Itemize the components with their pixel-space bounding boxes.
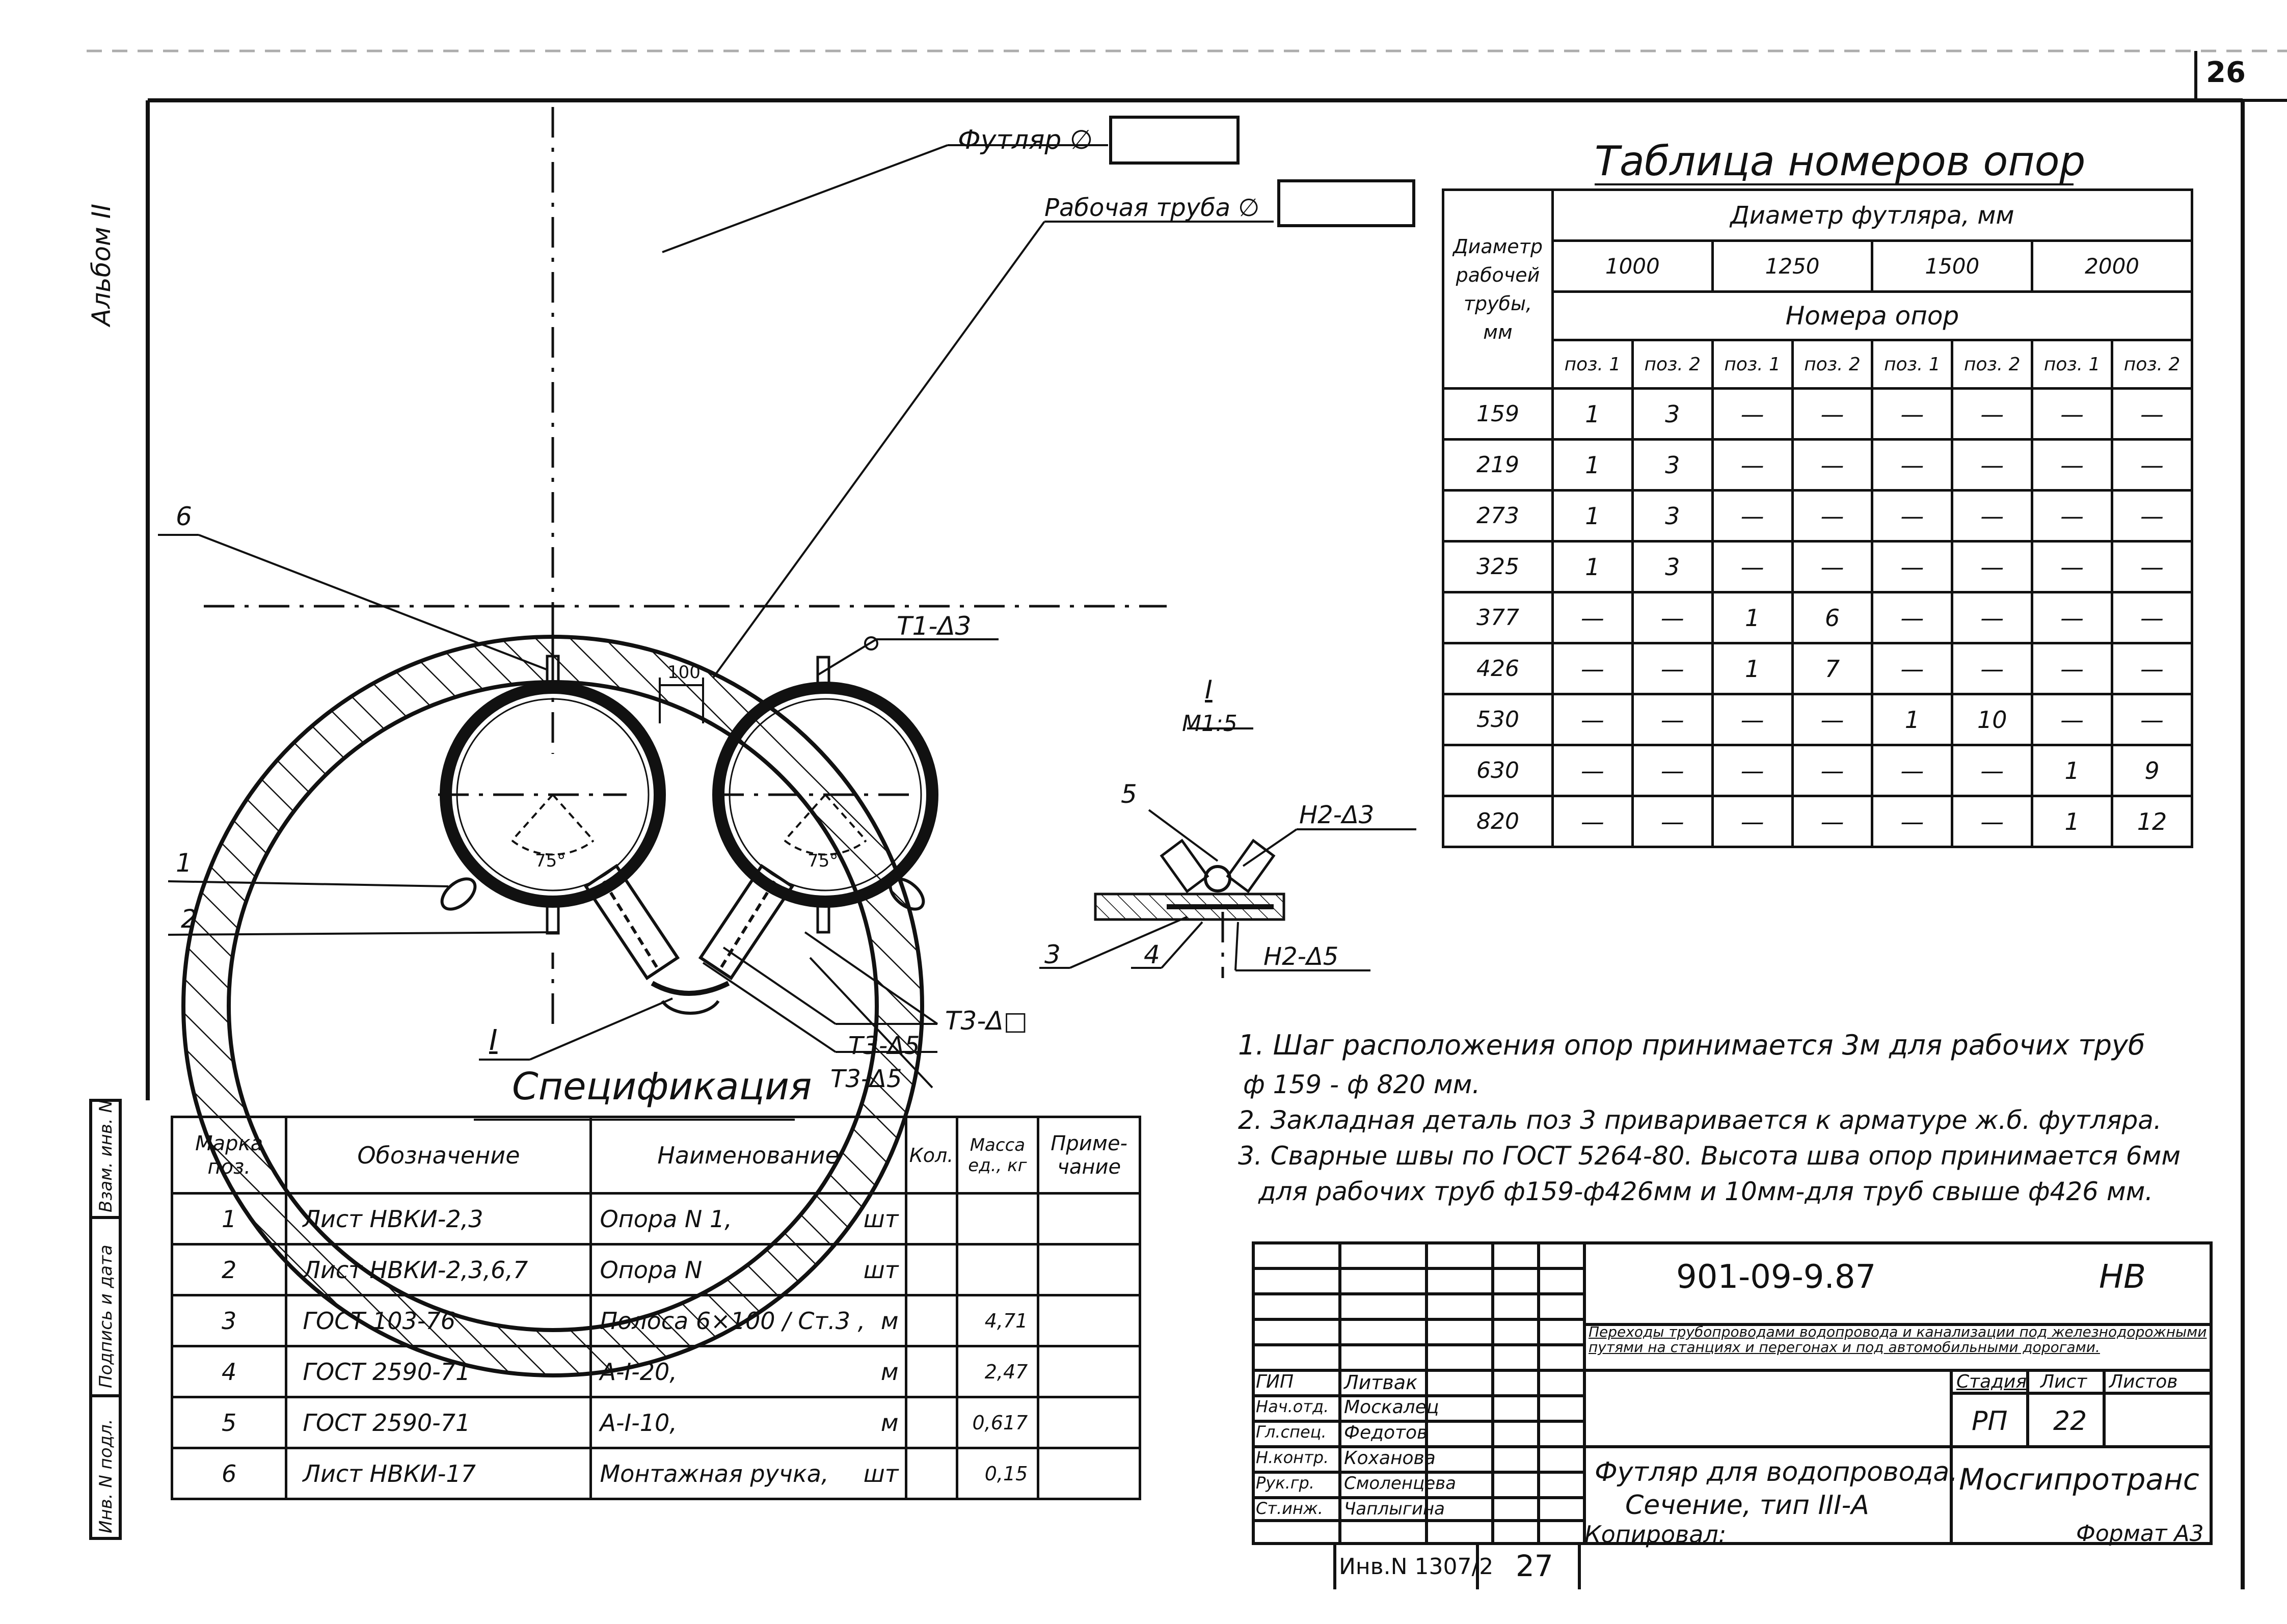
support-number-cell: 3 <box>1632 542 1712 592</box>
dimension-100-label: 100 <box>667 662 701 683</box>
spec-cell-mass: 2,47 <box>957 1346 1038 1397</box>
role-gl-spec: Гл.спец. <box>1256 1422 1327 1442</box>
casing-diameter-header: Диаметр футляра, мм <box>1552 190 2192 241</box>
spec-cell-mark: 6 <box>172 1448 286 1499</box>
support-number-cell: 12 <box>2112 796 2192 847</box>
spec-item-unit: м <box>880 1358 899 1386</box>
sheet-header: Лист <box>2040 1371 2087 1392</box>
inv-page: 27 <box>1516 1549 1553 1583</box>
callout-1: 1 <box>176 848 192 878</box>
spec-item-unit: шт <box>863 1459 899 1487</box>
name-smolentseva: Смоленцева <box>1344 1473 1457 1494</box>
pipe-diameter-cell: 820 <box>1443 796 1553 847</box>
support-number-cell: — <box>2032 389 2112 440</box>
spec-item-name: Опора N 1, <box>600 1205 732 1233</box>
spec-cell-mark: 4 <box>172 1346 286 1397</box>
page-number: 26 <box>2206 56 2246 89</box>
angle-right-label: 75° <box>808 851 839 871</box>
support-number-cell: — <box>1952 643 2032 694</box>
support-number-cell: — <box>1552 796 1632 847</box>
support-number-cell: — <box>1952 491 2032 542</box>
support-number-cell: — <box>1872 389 1952 440</box>
spec-cell-code: Лист НВКИ-17 <box>286 1448 591 1499</box>
support-number-cell: — <box>2032 440 2112 491</box>
support-number-cell: — <box>1872 542 1952 592</box>
project-title: Переходы трубопроводами водопровода и канализации под железнодорожными путями на станциях и перегонах и под автомобильными дорогами. <box>1589 1323 2207 1356</box>
support-number-cell: 1 <box>1552 491 1632 542</box>
support-number-cell: — <box>2112 440 2192 491</box>
support-number-cell: — <box>1632 796 1712 847</box>
callout-4: 4 <box>1144 940 1160 969</box>
note-1b: ф 159 - ф 820 мм. <box>1243 1070 1481 1099</box>
role-ruk-gr: Рук.гр. <box>1256 1473 1315 1493</box>
copied-by: Копировал: <box>1584 1521 1727 1548</box>
support-number-cell: — <box>1952 542 2032 592</box>
doc-code: 901-09-9.87 <box>1676 1258 1876 1296</box>
support-number-cell: — <box>1632 745 1712 796</box>
support-number-cell: 1 <box>1712 592 1792 643</box>
album-label: Альбом II <box>87 203 116 326</box>
support-number-cell: — <box>1712 440 1792 491</box>
doc-mark: НВ <box>2099 1258 2146 1296</box>
sheet-title-2: Сечение, тип III-А <box>1625 1490 1869 1521</box>
support-number-cell: — <box>1552 643 1632 694</box>
note-2: 2. Закладная деталь поз 3 привариваетcя к арматуре ж.б. футляра. <box>1238 1105 2162 1135</box>
support-number-cell: — <box>1872 643 1952 694</box>
supports-table: Диаметр рабочей трубы, мм Диаметр футляра, мм 1000 1250 1500 2000 Номера опор поз. 1 поз. 2 поз. 1 поз. 2 поз. 1 поз. 2 поз. 1 поз. 2 159 1 3 — — — — — — 219 1 3 — — — — — — 273 1 3 — — — — — — 325 1 3 — — — — — — 377 — — 1 6 — — — — 426 — — 1 7 — — — — 530 — — — — 1 10 — — 630 — — — — — — 1 9 820 — — — — — — 1 12 <box>1442 188 2193 848</box>
support-number-cell: — <box>1552 694 1632 745</box>
role-gip: ГИП <box>1256 1371 1294 1392</box>
casing-label: Футляр ∅ <box>958 125 1093 155</box>
support-number-cell: — <box>1952 440 2032 491</box>
spec-item-unit: шт <box>863 1256 899 1284</box>
support-number-cell: — <box>1792 745 1872 796</box>
pipe-diameter-cell: 630 <box>1443 745 1553 796</box>
support-number-cell: 10 <box>1952 694 2032 745</box>
callout-3: 3 <box>1044 940 1061 969</box>
side-stamp-inv: Инв. N подл. <box>96 1419 116 1533</box>
role-n-kontr: Н.контр. <box>1256 1448 1329 1467</box>
pipe-diameter-cell: 159 <box>1443 389 1553 440</box>
weld-t1-label: Т1-Δ3 <box>897 611 972 641</box>
name-litvak: Литвак <box>1344 1371 1418 1394</box>
support-number-cell: 1 <box>1712 643 1792 694</box>
weld-t3-box-label: Т3-Δ□ <box>945 1006 1028 1036</box>
support-number-cell: — <box>1712 389 1792 440</box>
weld-t3-label-a: Т3-Δ5 <box>848 1032 920 1060</box>
detail-title: I <box>1205 675 1213 705</box>
support-number-cell: — <box>2112 389 2192 440</box>
working-pipe-label: Рабочая труба ∅ <box>1044 194 1260 222</box>
support-number-cell: — <box>1792 542 1872 592</box>
spec-cell-code: Лист НВКИ-2,3,6,7 <box>286 1244 591 1295</box>
support-number-cell: — <box>2112 592 2192 643</box>
support-number-cell: 1 <box>2032 796 2112 847</box>
pipe-diameter-cell: 377 <box>1443 592 1553 643</box>
support-number-cell: — <box>2112 694 2192 745</box>
support-number-cell: — <box>1712 745 1792 796</box>
spec-cell-mark: 3 <box>172 1295 286 1346</box>
section-mark: I <box>489 1024 498 1057</box>
spec-item-name: Опора N <box>600 1256 703 1284</box>
support-number-cell: 1 <box>2032 745 2112 796</box>
support-number-cell: — <box>1792 796 1872 847</box>
support-number-cell: — <box>2032 643 2112 694</box>
support-number-cell: — <box>1712 796 1792 847</box>
name-chaplygina: Чаплыгина <box>1344 1499 1445 1519</box>
support-number-cell: — <box>1792 694 1872 745</box>
support-number-cell: 1 <box>1552 389 1632 440</box>
support-number-cell: 3 <box>1632 491 1712 542</box>
spec-cell-mass: 4,71 <box>957 1295 1038 1346</box>
sheet-no: 22 <box>2053 1406 2087 1437</box>
callout-2: 2 <box>181 904 197 934</box>
support-number-cell: — <box>1632 643 1712 694</box>
spec-item-name: А-I-10, <box>600 1409 677 1437</box>
support-number-cell: — <box>1952 745 2032 796</box>
spec-item-name: Монтажная ручка, <box>600 1459 829 1487</box>
spec-item-unit: м <box>880 1409 899 1437</box>
spec-item-name: А-I-20, <box>600 1358 677 1386</box>
support-number-cell: — <box>1872 796 1952 847</box>
support-number-cell: — <box>2112 643 2192 694</box>
role-st-inzh: Ст.инж. <box>1256 1499 1323 1518</box>
support-number-cell: — <box>1792 491 1872 542</box>
support-number-cell: — <box>1792 389 1872 440</box>
name-kokhanova: Кохановa <box>1344 1448 1436 1469</box>
pipe-diameter-cell: 325 <box>1443 542 1553 592</box>
support-number-cell: — <box>2112 542 2192 592</box>
spec-item-unit: шт <box>863 1205 899 1233</box>
angle-left-label: 75° <box>535 851 566 871</box>
spec-table: Марка поз. Обозначение Наименование Кол. Масса ед., кг Приме- чание 1 Лист НВКИ-2,3 Опора N 1, шт 2 Лист НВКИ-2,3,6,7 Опора N шт 3 ГОСТ 103-76 Полоса 6×100 / Ст.3 , м 4,71 4 ГОСТ 2590-71 А-I-20, м 2,47 5 ГОСТ 2590-71 А-I-10, м 0,617 6 Лист НВКИ-17 Монтажная ручка, шт 0,15 <box>171 1116 1141 1500</box>
side-stamp-replace: Взам. инв. N <box>96 1100 116 1212</box>
spec-cell-mass: 0,15 <box>957 1448 1038 1499</box>
pipe-diameter-cell: 273 <box>1443 491 1553 542</box>
support-number-cell: — <box>1952 796 2032 847</box>
weld-h2-label-a: Н2-Δ3 <box>1299 801 1375 829</box>
organization: Мосгипротранс <box>1959 1462 2199 1497</box>
stage-header: Стадия <box>1956 1371 2027 1392</box>
callout-6: 6 <box>176 502 192 531</box>
spec-item-unit: м <box>880 1307 899 1335</box>
support-number-cell: 9 <box>2112 745 2192 796</box>
support-number-cell: — <box>1632 694 1712 745</box>
spec-cell-mark: 5 <box>172 1397 286 1448</box>
name-fedotov: Федотов <box>1344 1422 1428 1443</box>
spec-cell-code: ГОСТ 2590-71 <box>286 1397 591 1448</box>
support-number-cell: 1 <box>1552 440 1632 491</box>
support-number-cell: 6 <box>1792 592 1872 643</box>
support-number-cell: — <box>1712 542 1792 592</box>
support-number-cell: — <box>1952 389 2032 440</box>
note-1: 1. Шаг расположения опор принимается 3м для рабочих труб <box>1238 1029 2145 1061</box>
spec-cell-mark: 2 <box>172 1244 286 1295</box>
note-3b: для рабочих труб ф159-ф426мм и 10мм-для труб свыше ф426 мм. <box>1258 1177 2154 1206</box>
sheet-title-1: Футляр для водопровода. <box>1595 1457 1958 1487</box>
spec-cell-mass: 0,617 <box>957 1397 1038 1448</box>
spec-item-name: Полоса 6×100 / Ст.3 , <box>600 1307 866 1335</box>
support-number-cell: — <box>2032 542 2112 592</box>
note-3: 3. Сварные швы по ГОСТ 5264-80. Высота шва опор принимается 6мм <box>1238 1141 2181 1171</box>
support-number-cell: — <box>1872 440 1952 491</box>
support-number-cell: 3 <box>1632 389 1712 440</box>
spec-cell-code: ГОСТ 103-76 <box>286 1295 591 1346</box>
spec-cell-code: ГОСТ 2590-71 <box>286 1346 591 1397</box>
support-number-cell: — <box>1872 592 1952 643</box>
support-number-cell: — <box>1792 440 1872 491</box>
support-number-cell: — <box>1872 491 1952 542</box>
support-number-cell: — <box>1872 745 1952 796</box>
name-moskalets: Москалец <box>1344 1397 1439 1418</box>
supports-table-title: Таблица номеров опор <box>1595 138 2086 185</box>
support-number-cell: — <box>1952 592 2032 643</box>
pipe-diameter-cell: 219 <box>1443 440 1553 491</box>
callout-5: 5 <box>1121 779 1137 809</box>
support-number-cell: 7 <box>1792 643 1872 694</box>
side-stamp-sign: Подпись и дата <box>96 1244 116 1388</box>
support-number-cell: — <box>1552 592 1632 643</box>
pipe-diameter-cell: 530 <box>1443 694 1553 745</box>
support-number-cell: — <box>2032 694 2112 745</box>
spec-title: Спецификация <box>512 1065 812 1108</box>
detail-scale: М1:5 <box>1182 711 1237 737</box>
pipe-diameter-cell: 426 <box>1443 643 1553 694</box>
support-number-cell: 3 <box>1632 440 1712 491</box>
support-number-cell: — <box>1632 592 1712 643</box>
spec-cell-code: Лист НВКИ-2,3 <box>286 1194 591 1244</box>
support-numbers-header: Номера опор <box>1552 292 2192 340</box>
weld-h2-label-b: Н2-Δ5 <box>1263 942 1339 971</box>
support-number-cell: — <box>1712 491 1792 542</box>
role-nach-otd: Нач.отд. <box>1256 1397 1329 1416</box>
support-number-cell: 1 <box>1872 694 1952 745</box>
stage-value: РП <box>1972 1406 2008 1437</box>
format-label: Формат А3 <box>2076 1521 2204 1547</box>
weld-t3-label-b: Т3-Δ5 <box>830 1065 902 1093</box>
support-number-cell: — <box>2112 491 2192 542</box>
support-number-cell: — <box>1552 745 1632 796</box>
sheets-header: Листов <box>2109 1371 2178 1392</box>
support-number-cell: — <box>2032 491 2112 542</box>
inv-number: Инв.N 1307/2 <box>1339 1554 1494 1580</box>
support-number-cell: — <box>1712 694 1792 745</box>
support-number-cell: 1 <box>1552 542 1632 592</box>
support-number-cell: — <box>2032 592 2112 643</box>
spec-cell-mark: 1 <box>172 1194 286 1244</box>
